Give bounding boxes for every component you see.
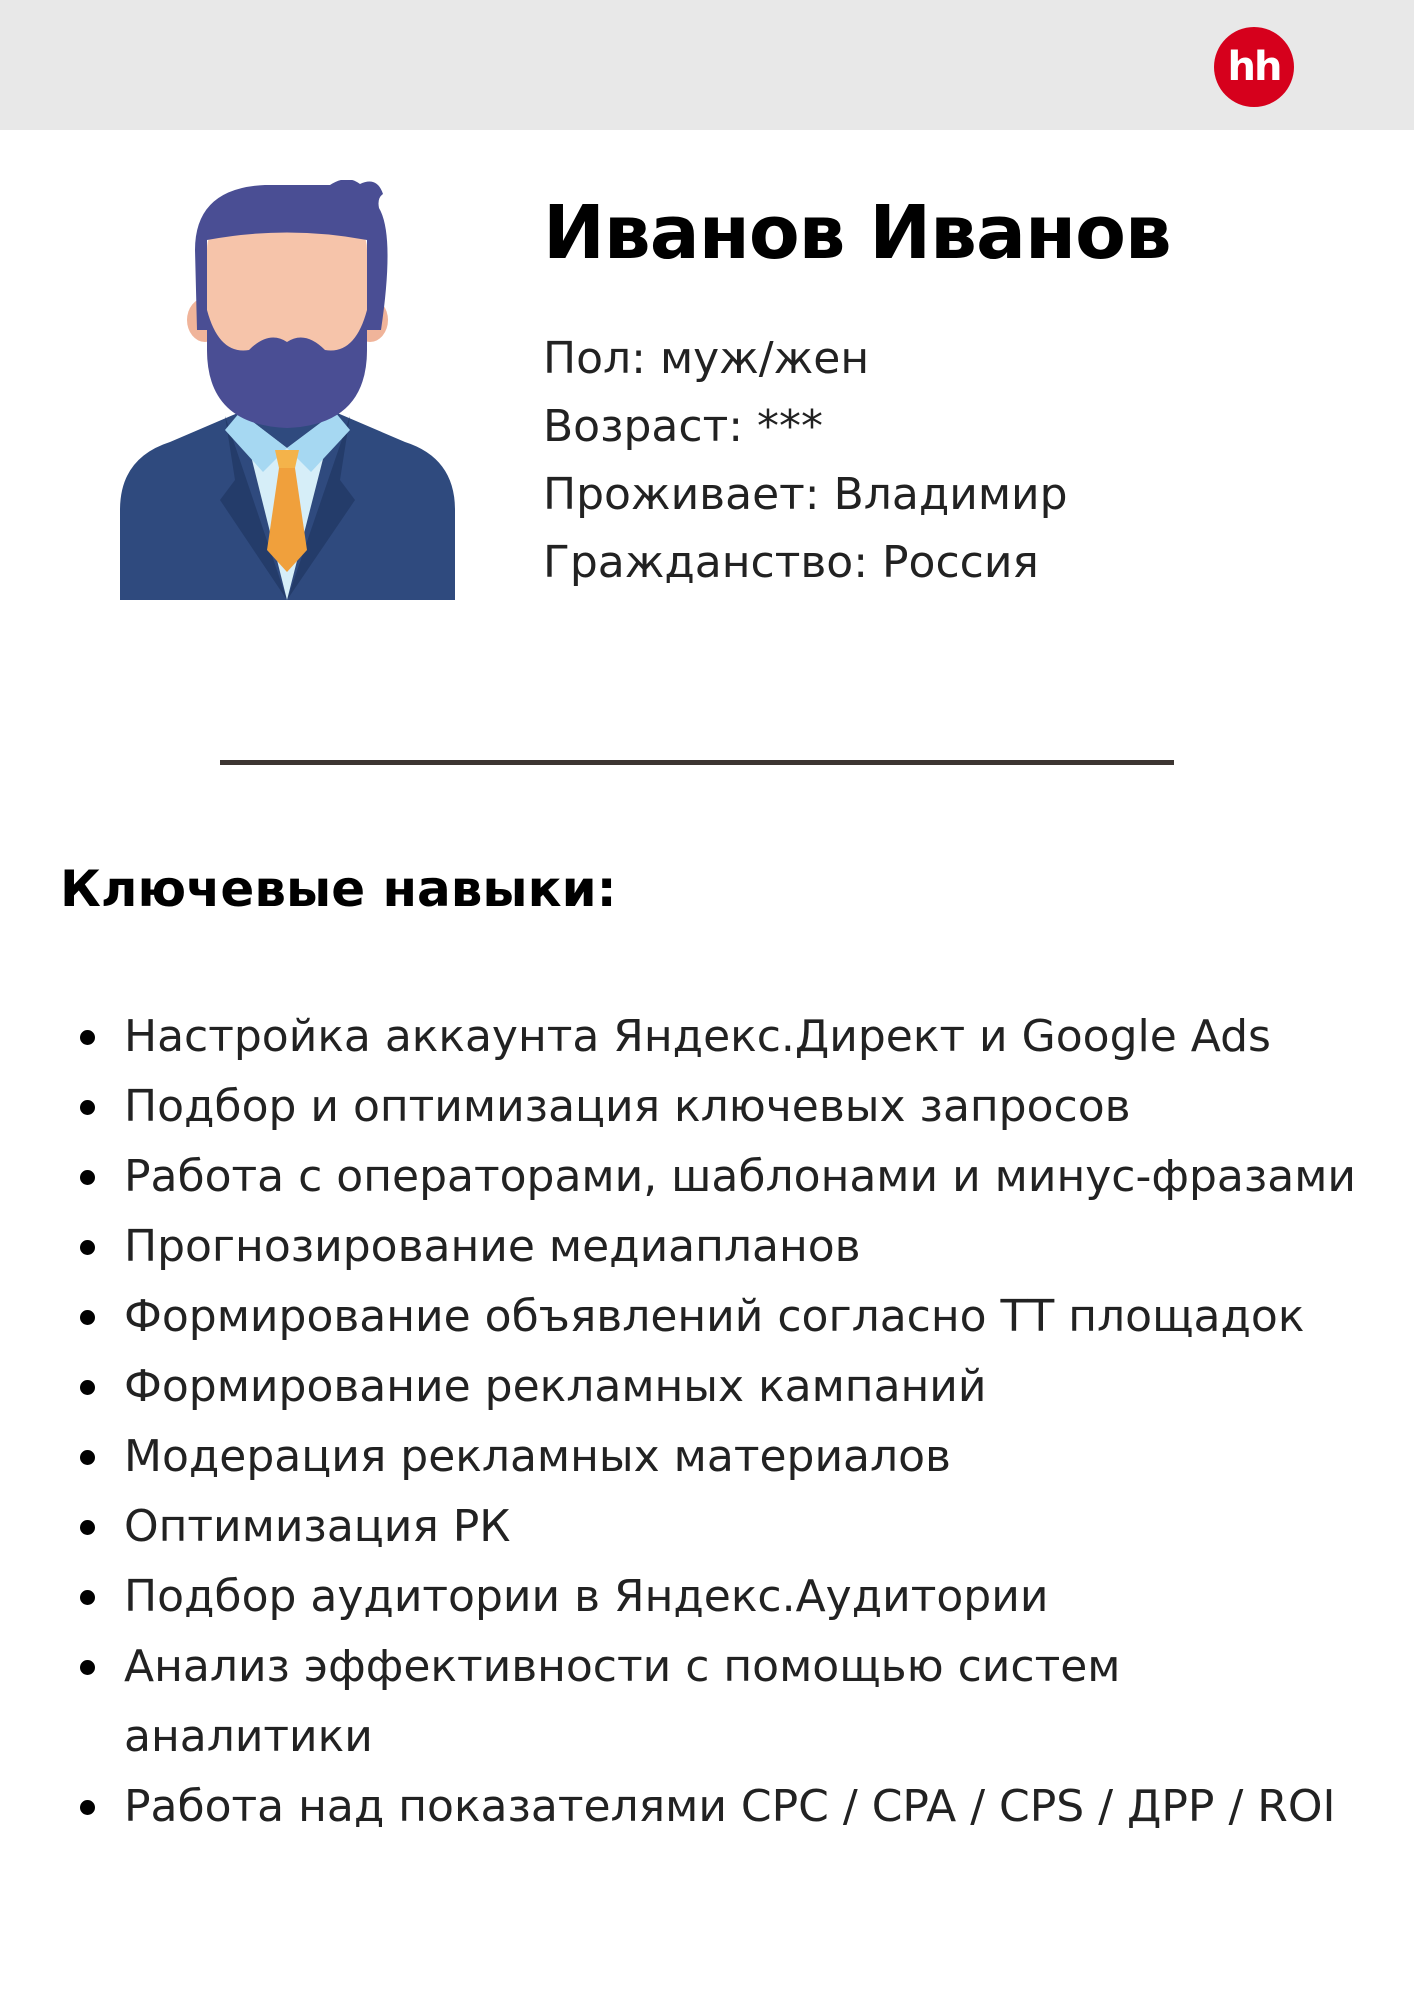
bullet-icon [80, 1660, 95, 1675]
bullet-icon [80, 1170, 95, 1185]
skill-item [124, 1212, 1384, 1282]
bullet-icon [80, 1380, 95, 1395]
skill-text: Формирование рекламных кампаний [124, 1361, 987, 1412]
bullet-icon [80, 1590, 95, 1605]
skill-text: Модерация рекламных материалов [124, 1431, 951, 1482]
bullet-icon [80, 1310, 95, 1325]
skill-item [124, 1072, 1384, 1142]
bullet-icon [80, 1520, 95, 1535]
skill-text: Работа над показателями CPC / CPA / CPS / ДРР / ROI [124, 1781, 1336, 1832]
bullet-icon [80, 1450, 95, 1465]
skill-item [124, 1772, 1384, 1842]
top-bar [0, 0, 1414, 130]
age-field: Возраст: *** [543, 401, 824, 452]
hh-logo-icon: hh [1214, 27, 1294, 107]
skill-text: Подбор и оптимизация ключевых запросов [124, 1081, 1131, 1132]
skill-text: Формирование объявлений согласно ТТ площадок [124, 1291, 1305, 1342]
skill-text: Подбор аудитории в Яндекс.Аудитории [124, 1571, 1049, 1622]
skill-text: Прогнозирование медиапланов [124, 1221, 861, 1272]
avatar-icon [115, 180, 460, 600]
bullet-icon [80, 1800, 95, 1815]
skill-item [124, 1562, 1384, 1632]
skill-item [124, 1422, 1384, 1492]
citizenship-field: Гражданство: Россия [543, 537, 1039, 588]
skill-item [124, 1352, 1384, 1422]
gender-field: Пол: муж/жен [543, 333, 870, 384]
skill-text: Оптимизация РК [124, 1501, 511, 1552]
skill-text: Работа с операторами, шаблонами и минус-фразами [124, 1151, 1356, 1202]
bullet-icon [80, 1100, 95, 1115]
skill-item [124, 1282, 1384, 1352]
bullet-icon [80, 1030, 95, 1045]
section-divider [220, 760, 1174, 765]
skill-text: Анализ эффективности с помощью систем аналитики [124, 1641, 1121, 1762]
skill-item [124, 1002, 1384, 1072]
city-field: Проживает: Владимир [543, 469, 1068, 520]
skills-title: Ключевые навыки: [60, 860, 617, 918]
personal-info-list [543, 325, 1068, 597]
skill-item [124, 1142, 1384, 1212]
skill-item [124, 1492, 1384, 1562]
skill-text: Настройка аккаунта Яндекс.Директ и Google Ads [124, 1011, 1271, 1062]
candidate-name: Иванов Иванов [543, 190, 1171, 276]
skill-item [124, 1632, 1144, 1772]
skills-list [124, 1002, 1384, 1842]
bullet-icon [80, 1240, 95, 1255]
